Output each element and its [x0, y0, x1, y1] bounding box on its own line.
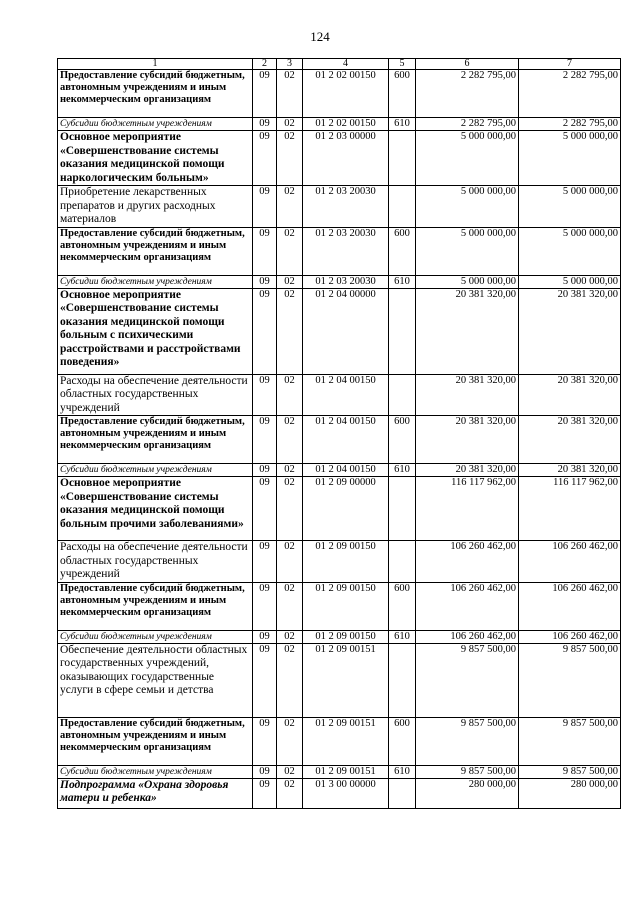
target-article-cell: 01 2 03 20030: [303, 227, 389, 275]
subsection-cell: 02: [277, 541, 303, 583]
expense-type-cell: [389, 288, 416, 374]
header-cell: 7: [519, 59, 621, 70]
budget-table: [57, 58, 621, 809]
target-article-cell: 01 2 03 00000: [303, 131, 389, 186]
table-header-row: [58, 59, 621, 70]
row-name-cell: Расходы на обеспечение деятельности областных государственных учреждений: [58, 541, 253, 583]
section-cell: 09: [253, 541, 277, 583]
section-cell: 09: [253, 643, 277, 717]
section-cell: 09: [253, 131, 277, 186]
subsection-cell: 02: [277, 630, 303, 643]
section-cell: 09: [253, 275, 277, 288]
amount-year1-cell: 280 000,00: [416, 778, 519, 808]
table-row: [58, 118, 621, 131]
row-name-cell: Расходы на обеспечение деятельности областных государственных учреждений: [58, 374, 253, 416]
target-article-cell: 01 2 03 20030: [303, 186, 389, 228]
amount-year1-cell: 116 117 962,00: [416, 477, 519, 541]
target-article-cell: 01 2 09 00150: [303, 630, 389, 643]
expense-type-cell: [389, 643, 416, 717]
amount-year2-cell: 106 260 462,00: [519, 582, 621, 630]
target-article-cell: 01 2 09 00150: [303, 582, 389, 630]
section-cell: 09: [253, 778, 277, 808]
section-cell: 09: [253, 227, 277, 275]
header-cell: 4: [303, 59, 389, 70]
target-article-cell: 01 2 09 00150: [303, 541, 389, 583]
amount-year1-cell: 5 000 000,00: [416, 227, 519, 275]
row-name-cell: Подпрограмма «Охрана здоровья матери и ребенка»: [58, 778, 253, 808]
header-cell: 5: [389, 59, 416, 70]
section-cell: 09: [253, 288, 277, 374]
expense-type-cell: 610: [389, 118, 416, 131]
header-cell: 2: [253, 59, 277, 70]
amount-year1-cell: 5 000 000,00: [416, 131, 519, 186]
header-cell: 1: [58, 59, 253, 70]
subsection-cell: 02: [277, 275, 303, 288]
amount-year2-cell: 9 857 500,00: [519, 717, 621, 765]
section-cell: 09: [253, 464, 277, 477]
expense-type-cell: [389, 374, 416, 416]
table-row: [58, 288, 621, 374]
target-article-cell: 01 3 00 00000: [303, 778, 389, 808]
table-row: [58, 582, 621, 630]
target-article-cell: 01 2 09 00151: [303, 765, 389, 778]
header-cell: 6: [416, 59, 519, 70]
amount-year1-cell: 106 260 462,00: [416, 630, 519, 643]
row-name-cell: Субсидии бюджетным учреждениям: [58, 275, 253, 288]
subsection-cell: 02: [277, 288, 303, 374]
amount-year1-cell: 9 857 500,00: [416, 765, 519, 778]
expense-type-cell: [389, 131, 416, 186]
amount-year1-cell: 2 282 795,00: [416, 70, 519, 118]
amount-year1-cell: 5 000 000,00: [416, 275, 519, 288]
row-name-cell: Субсидии бюджетным учреждениям: [58, 765, 253, 778]
amount-year2-cell: 280 000,00: [519, 778, 621, 808]
amount-year2-cell: 106 260 462,00: [519, 541, 621, 583]
expense-type-cell: 600: [389, 416, 416, 464]
row-name-cell: Основное мероприятие «Совершенствование системы оказания медицинской помощи больным прочими заболеваниями»: [58, 477, 253, 541]
table-row: [58, 70, 621, 118]
row-name-cell: Предоставление субсидий бюджетным, автономным учреждениям и иным некоммерческим организациям: [58, 416, 253, 464]
subsection-cell: 02: [277, 374, 303, 416]
section-cell: 09: [253, 118, 277, 131]
subsection-cell: 02: [277, 227, 303, 275]
section-cell: 09: [253, 416, 277, 464]
amount-year2-cell: 116 117 962,00: [519, 477, 621, 541]
table-row: [58, 275, 621, 288]
amount-year1-cell: 9 857 500,00: [416, 717, 519, 765]
section-cell: 09: [253, 582, 277, 630]
amount-year1-cell: 106 260 462,00: [416, 541, 519, 583]
table-row: [58, 464, 621, 477]
target-article-cell: 01 2 09 00000: [303, 477, 389, 541]
amount-year2-cell: 9 857 500,00: [519, 765, 621, 778]
expense-type-cell: 610: [389, 630, 416, 643]
target-article-cell: 01 2 04 00000: [303, 288, 389, 374]
expense-type-cell: 610: [389, 464, 416, 477]
section-cell: 09: [253, 186, 277, 228]
subsection-cell: 02: [277, 464, 303, 477]
target-article-cell: 01 2 09 00151: [303, 643, 389, 717]
table-row: [58, 227, 621, 275]
table-row: [58, 717, 621, 765]
table-row: [58, 630, 621, 643]
expense-type-cell: [389, 541, 416, 583]
row-name-cell: Предоставление субсидий бюджетным, автономным учреждениям и иным некоммерческим организациям: [58, 717, 253, 765]
amount-year1-cell: 20 381 320,00: [416, 464, 519, 477]
amount-year2-cell: 2 282 795,00: [519, 118, 621, 131]
amount-year2-cell: 106 260 462,00: [519, 630, 621, 643]
subsection-cell: 02: [277, 186, 303, 228]
expense-type-cell: [389, 477, 416, 541]
subsection-cell: 02: [277, 765, 303, 778]
expense-type-cell: 600: [389, 717, 416, 765]
table-row: [58, 778, 621, 808]
amount-year2-cell: 9 857 500,00: [519, 643, 621, 717]
amount-year2-cell: 5 000 000,00: [519, 131, 621, 186]
table-row: [58, 131, 621, 186]
section-cell: 09: [253, 717, 277, 765]
table-row: [58, 477, 621, 541]
amount-year1-cell: 20 381 320,00: [416, 416, 519, 464]
expense-type-cell: 600: [389, 582, 416, 630]
table-row: [58, 541, 621, 583]
expense-type-cell: [389, 778, 416, 808]
header-cell: 3: [277, 59, 303, 70]
amount-year2-cell: 5 000 000,00: [519, 186, 621, 228]
row-name-cell: Предоставление субсидий бюджетным, автономным учреждениям и иным некоммерческим организациям: [58, 227, 253, 275]
amount-year2-cell: 5 000 000,00: [519, 227, 621, 275]
expense-type-cell: [389, 186, 416, 228]
target-article-cell: 01 2 04 00150: [303, 464, 389, 477]
amount-year1-cell: 20 381 320,00: [416, 374, 519, 416]
section-cell: 09: [253, 765, 277, 778]
amount-year1-cell: 5 000 000,00: [416, 186, 519, 228]
amount-year2-cell: 20 381 320,00: [519, 416, 621, 464]
target-article-cell: 01 2 04 00150: [303, 416, 389, 464]
expense-type-cell: 610: [389, 765, 416, 778]
section-cell: 09: [253, 630, 277, 643]
target-article-cell: 01 2 09 00151: [303, 717, 389, 765]
amount-year2-cell: 5 000 000,00: [519, 275, 621, 288]
table-row: [58, 643, 621, 717]
amount-year2-cell: 20 381 320,00: [519, 288, 621, 374]
row-name-cell: Приобретение лекарственных препаратов и других расходных материалов: [58, 186, 253, 228]
row-name-cell: Основное мероприятие «Совершенствование системы оказания медицинской помощи наркологическим больным»: [58, 131, 253, 186]
row-name-cell: Субсидии бюджетным учреждениям: [58, 118, 253, 131]
target-article-cell: 01 2 04 00150: [303, 374, 389, 416]
section-cell: 09: [253, 374, 277, 416]
table-row: [58, 765, 621, 778]
subsection-cell: 02: [277, 131, 303, 186]
page-number: 124: [310, 29, 330, 44]
table-row: [58, 186, 621, 228]
subsection-cell: 02: [277, 477, 303, 541]
table-row: [58, 374, 621, 416]
expense-type-cell: 610: [389, 275, 416, 288]
amount-year1-cell: 2 282 795,00: [416, 118, 519, 131]
row-name-cell: Субсидии бюджетным учреждениям: [58, 464, 253, 477]
subsection-cell: 02: [277, 643, 303, 717]
section-cell: 09: [253, 70, 277, 118]
amount-year2-cell: 20 381 320,00: [519, 374, 621, 416]
row-name-cell: Основное мероприятие «Совершенствование системы оказания медицинской помощи больным с психическими расстройствами и расстройствами поведения»: [58, 288, 253, 374]
row-name-cell: Субсидии бюджетным учреждениям: [58, 630, 253, 643]
target-article-cell: 01 2 02 00150: [303, 70, 389, 118]
table-row: [58, 416, 621, 464]
subsection-cell: 02: [277, 118, 303, 131]
expense-type-cell: 600: [389, 227, 416, 275]
target-article-cell: 01 2 03 20030: [303, 275, 389, 288]
subsection-cell: 02: [277, 717, 303, 765]
subsection-cell: 02: [277, 70, 303, 118]
subsection-cell: 02: [277, 582, 303, 630]
amount-year2-cell: 20 381 320,00: [519, 464, 621, 477]
amount-year2-cell: 2 282 795,00: [519, 70, 621, 118]
subsection-cell: 02: [277, 778, 303, 808]
row-name-cell: Обеспечение деятельности областных государственных учреждений, оказывающих государственные услуги в сфере семьи и детства: [58, 643, 253, 717]
target-article-cell: 01 2 02 00150: [303, 118, 389, 131]
subsection-cell: 02: [277, 416, 303, 464]
amount-year1-cell: 106 260 462,00: [416, 582, 519, 630]
row-name-cell: Предоставление субсидий бюджетным, автономным учреждениям и иным некоммерческим организациям: [58, 70, 253, 118]
section-cell: 09: [253, 477, 277, 541]
row-name-cell: Предоставление субсидий бюджетным, автономным учреждениям и иным некоммерческим организациям: [58, 582, 253, 630]
amount-year1-cell: 20 381 320,00: [416, 288, 519, 374]
expense-type-cell: 600: [389, 70, 416, 118]
amount-year1-cell: 9 857 500,00: [416, 643, 519, 717]
